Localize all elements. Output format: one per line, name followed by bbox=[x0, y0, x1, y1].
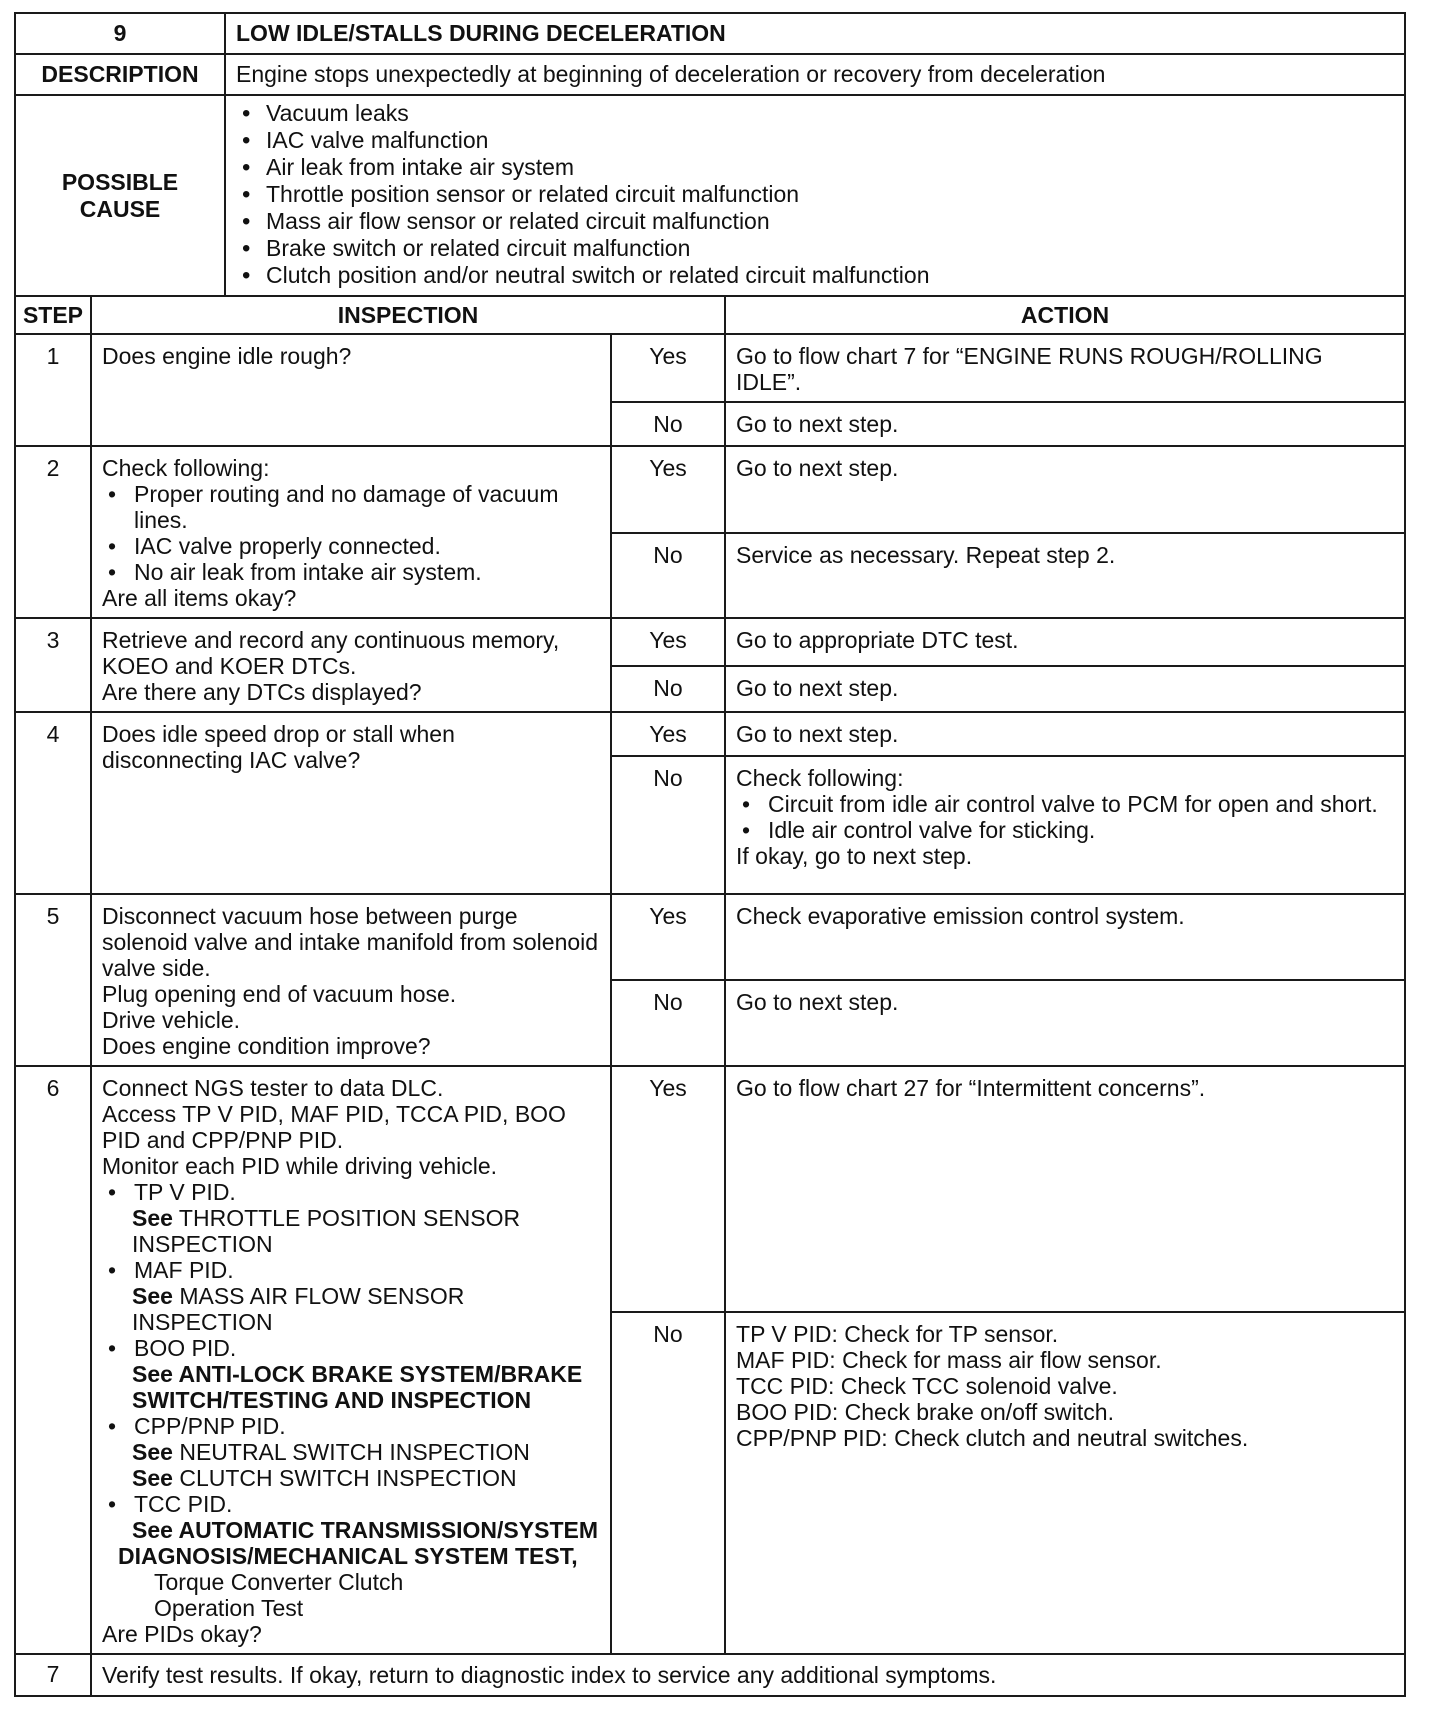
no-label: No bbox=[611, 756, 725, 894]
yes-label: Yes bbox=[611, 1066, 725, 1312]
step-number: 2 bbox=[15, 446, 91, 618]
yes-label: Yes bbox=[611, 618, 725, 666]
step-action-yes: Go to flow chart 27 for “Intermittent concerns”. bbox=[725, 1066, 1405, 1312]
table-row bbox=[15, 894, 1405, 980]
step-inspection: Retrieve and record any continuous memory, KOEO and KOER DTCs. Are there any DTCs displayed? bbox=[91, 618, 611, 712]
step-inspection: Check following: • Proper routing and no damage of vacuum lines. • IAC valve properly connected. • No air leak from intake air system. Are all items okay? bbox=[91, 446, 611, 618]
step-number: 7 bbox=[15, 1654, 91, 1696]
step-inspection: Does idle speed drop or stall when disconnecting IAC valve? bbox=[91, 712, 611, 894]
column-header-row bbox=[15, 296, 1405, 334]
step-inspection: Does engine idle rough? bbox=[91, 334, 611, 446]
list-item: • Clutch position and/or neutral switch or related circuit malfunction bbox=[236, 262, 1394, 289]
step-inspection: Disconnect vacuum hose between purge solenoid valve and intake manifold from solenoid valve side. Plug opening end of vacuum hose. Drive vehicle. Does engine condition improve? bbox=[91, 894, 611, 1066]
yes-label: Yes bbox=[611, 712, 725, 756]
description-label: DESCRIPTION bbox=[15, 54, 225, 95]
step-action-yes: Go to appropriate DTC test. bbox=[725, 618, 1405, 666]
chart-number: 9 bbox=[15, 13, 225, 54]
yes-label: Yes bbox=[611, 334, 725, 402]
list-item: • Air leak from intake air system bbox=[236, 154, 1394, 181]
step-action-no: Go to next step. bbox=[725, 666, 1405, 712]
diagnostic-chart bbox=[14, 12, 1406, 1697]
step-action-no: Check following: • Circuit from idle air control valve to PCM for open and short. • Idle air control valve for sticking. If okay, go to next step. bbox=[725, 756, 1405, 894]
chart-header bbox=[14, 12, 1406, 297]
list-item: • Vacuum leaks bbox=[236, 100, 1394, 127]
step-action-no: Go to next step. bbox=[725, 402, 1405, 446]
step-number: 6 bbox=[15, 1066, 91, 1654]
table-row bbox=[15, 334, 1405, 402]
no-label: No bbox=[611, 402, 725, 446]
step-action-no: Go to next step. bbox=[725, 980, 1405, 1066]
no-label: No bbox=[611, 666, 725, 712]
step-action-no: TP V PID: Check for TP sensor. MAF PID: Check for mass air flow sensor. TCC PID: Check TCC solenoid valve. BOO PID: Check brake on/off switch. CPP/PNP PID: Check clutch and neutral switches. bbox=[725, 1312, 1405, 1654]
yes-label: Yes bbox=[611, 894, 725, 980]
possible-cause-list bbox=[225, 95, 1405, 296]
step-action-yes: Go to next step. bbox=[725, 446, 1405, 533]
step-number: 5 bbox=[15, 894, 91, 1066]
step-action-yes: Go to flow chart 7 for “ENGINE RUNS ROUGH/ROLLING IDLE”. bbox=[725, 334, 1405, 402]
list-item: • IAC valve malfunction bbox=[236, 127, 1394, 154]
table-row bbox=[15, 1654, 1405, 1696]
step-number: 1 bbox=[15, 334, 91, 446]
no-label: No bbox=[611, 533, 725, 618]
list-item: • Mass air flow sensor or related circuit malfunction bbox=[236, 208, 1394, 235]
step-action-yes: Go to next step. bbox=[725, 712, 1405, 756]
description-text: Engine stops unexpectedly at beginning of deceleration or recovery from deceleration bbox=[225, 54, 1405, 95]
table-row bbox=[15, 446, 1405, 533]
table-row bbox=[15, 618, 1405, 666]
step-number: 3 bbox=[15, 618, 91, 712]
column-step: STEP bbox=[15, 296, 91, 334]
table-row bbox=[15, 712, 1405, 756]
list-item: • Throttle position sensor or related circuit malfunction bbox=[236, 181, 1394, 208]
chart-title: LOW IDLE/STALLS DURING DECELERATION bbox=[225, 13, 1405, 54]
no-label: No bbox=[611, 980, 725, 1066]
step-final-text: Verify test results. If okay, return to diagnostic index to service any additional symptoms. bbox=[91, 1654, 1405, 1696]
step-number: 4 bbox=[15, 712, 91, 894]
possible-cause-label: POSSIBLE CAUSE bbox=[15, 95, 225, 296]
step-inspection: Connect NGS tester to data DLC. Access TP V PID, MAF PID, TCCA PID, BOO PID and CPP/PNP PID. Monitor each PID while driving vehicle. • TP V PID. See THROTTLE POSITION SENSOR INSPECTION • MAF PID. See MASS AIR FLOW SENSOR INSPECTION • BOO PID. See ANTI-LOCK BRAKE SYSTEM/BRAKE SWITCH/TESTING AND INSPECTION • CPP/PNP PID. See NEUTRAL SWITCH INSPECTION See CLUTCH SWITCH INSPECTION • TCC PID. See AUTOMATIC TRANSMISSION/SYSTEM DIAGNOSIS/MECHANICAL SYSTEM TEST, Torque Converter Clutch Operation Test Are PIDs okay? bbox=[91, 1066, 611, 1654]
step-action-yes: Check evaporative emission control system. bbox=[725, 894, 1405, 980]
table-row bbox=[15, 1066, 1405, 1312]
column-action: ACTION bbox=[725, 296, 1405, 334]
yes-label: Yes bbox=[611, 446, 725, 533]
steps-table bbox=[14, 295, 1406, 1697]
no-label: No bbox=[611, 1312, 725, 1654]
step-action-no: Service as necessary. Repeat step 2. bbox=[725, 533, 1405, 618]
list-item: • Brake switch or related circuit malfunction bbox=[236, 235, 1394, 262]
column-inspection: INSPECTION bbox=[91, 296, 725, 334]
